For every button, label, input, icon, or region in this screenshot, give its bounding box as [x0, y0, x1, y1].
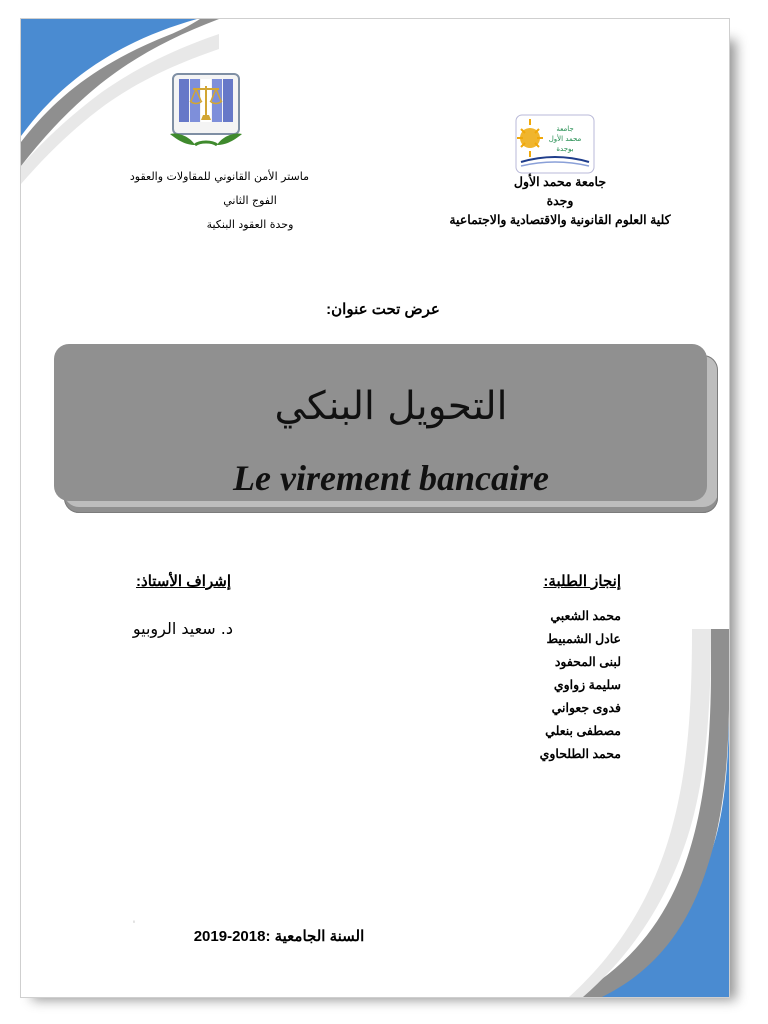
supervisor-label: إشراف الأستاذ:	[136, 573, 231, 590]
student-name: سليمة زواوي	[553, 678, 621, 692]
students-label: إنجاز الطلبة:	[543, 573, 621, 590]
arabic-title: التحويل البنكي	[274, 384, 508, 429]
svg-text:محمد الأول: محمد الأول	[548, 135, 582, 143]
svg-text:جامعة: جامعة	[556, 125, 574, 133]
university-header	[425, 173, 695, 230]
program-name: ماستر الأمن القانوني للمقاولات والعقود	[129, 170, 309, 183]
student-name: محمد الشعبي	[550, 609, 621, 623]
faculty-scales-logo-icon	[162, 71, 250, 149]
student-name: فدوى جعواني	[551, 701, 621, 715]
title-banner	[64, 355, 718, 513]
student-name: لبنى المحفود	[554, 655, 621, 669]
french-title: Le virement bancaire	[233, 458, 549, 498]
student-name: محمد الطلحاوي	[539, 747, 621, 761]
small-dash-mark-icon: '	[132, 920, 136, 930]
students-list	[483, 605, 621, 766]
faculty-name: كلية العلوم القانونية والاقتصادية والاجتماعية	[449, 213, 671, 227]
document-page	[20, 18, 730, 998]
presentation-label: عرض تحت عنوان:	[326, 301, 440, 318]
university-logo-icon	[515, 114, 595, 174]
academic-year: السنة الجامعية :2018-2019	[193, 928, 365, 945]
university-name: جامعة محمد الأول	[513, 175, 607, 189]
group-name: الفوج الثاني	[223, 194, 277, 207]
program-header	[129, 165, 309, 237]
module-name: وحدة العقود البنكية	[206, 218, 294, 231]
city-name: وجدة	[546, 194, 574, 208]
student-name: عادل الشمبيط	[546, 632, 621, 646]
svg-text:بوجدة: بوجدة	[556, 145, 574, 153]
supervisor-name: د. سعيد الروبيو	[132, 619, 233, 638]
student-name: مصطفى بنعلي	[545, 724, 621, 738]
